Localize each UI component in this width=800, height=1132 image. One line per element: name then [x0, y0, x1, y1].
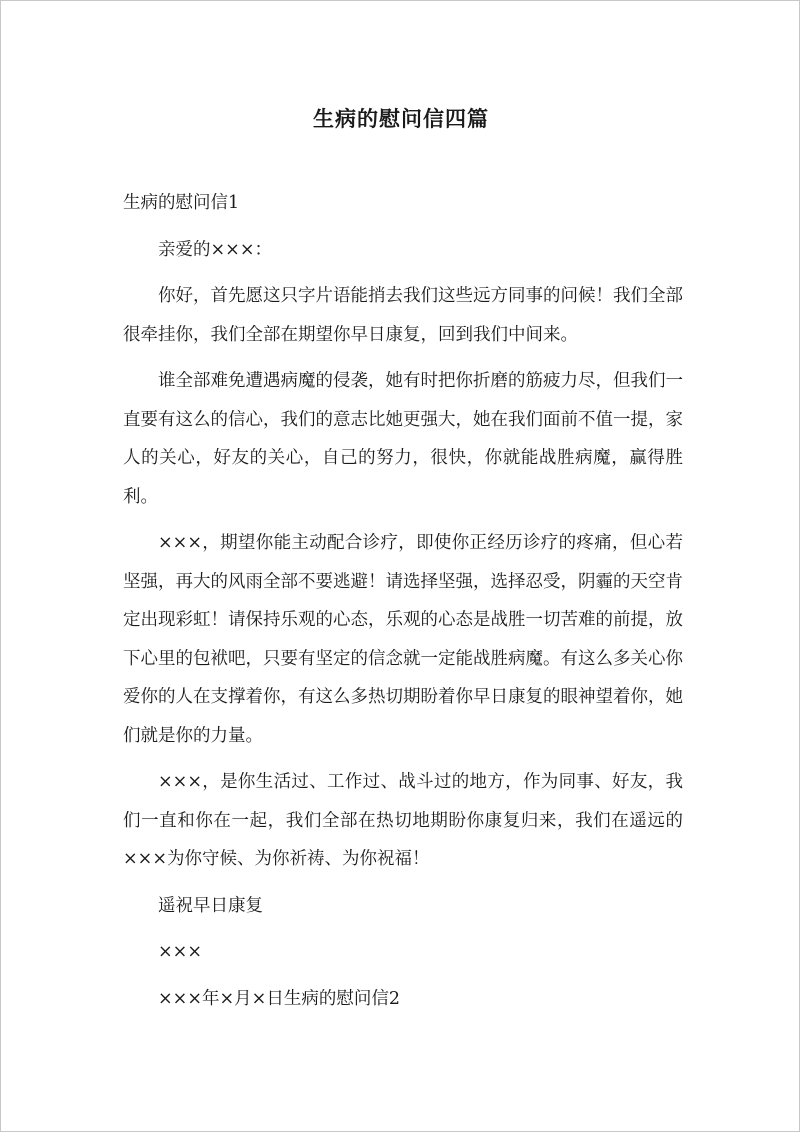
document-title: 生病的慰问信四篇	[313, 106, 489, 131]
closing: 遥祝早日康复	[158, 895, 263, 916]
salutation: 亲爱的×××：	[158, 239, 272, 260]
date-line: ×××年×月×日生病的慰问信2	[158, 988, 400, 1009]
letter-body	[123, 184, 683, 1018]
paragraph-1: 你好，首先愿这只字片语能捎去我们这些远方同事的问候！我们全部很牵挂你，我们全部在期望你早日康复，回到我们中间来。	[123, 286, 683, 345]
signature: ×××	[158, 942, 202, 962]
section-heading: 生病的慰问信1	[123, 193, 240, 213]
paragraph-2: 谁全部难免遭遇病魔的侵袭，她有时把你折磨的筋疲力尽，但我们一直要有这么的信心，我们的意志比她更强大，她在我们面前不值一提，家人的关心，好友的关心，自己的努力，很快，你就能战胜病魔，赢得胜利。	[123, 371, 683, 507]
paragraph-3: ×××，期望你能主动配合诊疗，即使你正经历诊疗的疼痛，但心若坚强，再大的风雨全部不要逃避！请选择坚强，选择忍受，阴霾的天空肯定出现彩虹！请保持乐观的心态，乐观的心态是战胜一切苦难的前提，放下心里的包袱吧，只要有坚定的信念就一定能战胜病魔。有这么多关心你爱你的人在支撑着你，有这么多热切期盼着你早日康复的眼神望着你，她们就是你的力量。	[123, 533, 683, 746]
paragraph-4: ×××，是你生活过、工作过、战斗过的地方，作为同事、好友，我们一直和你在一起，我们全部在热切地期盼你康复归来，我们在遥远的×××为你守候、为你祈祷、为你祝福！	[123, 772, 683, 869]
